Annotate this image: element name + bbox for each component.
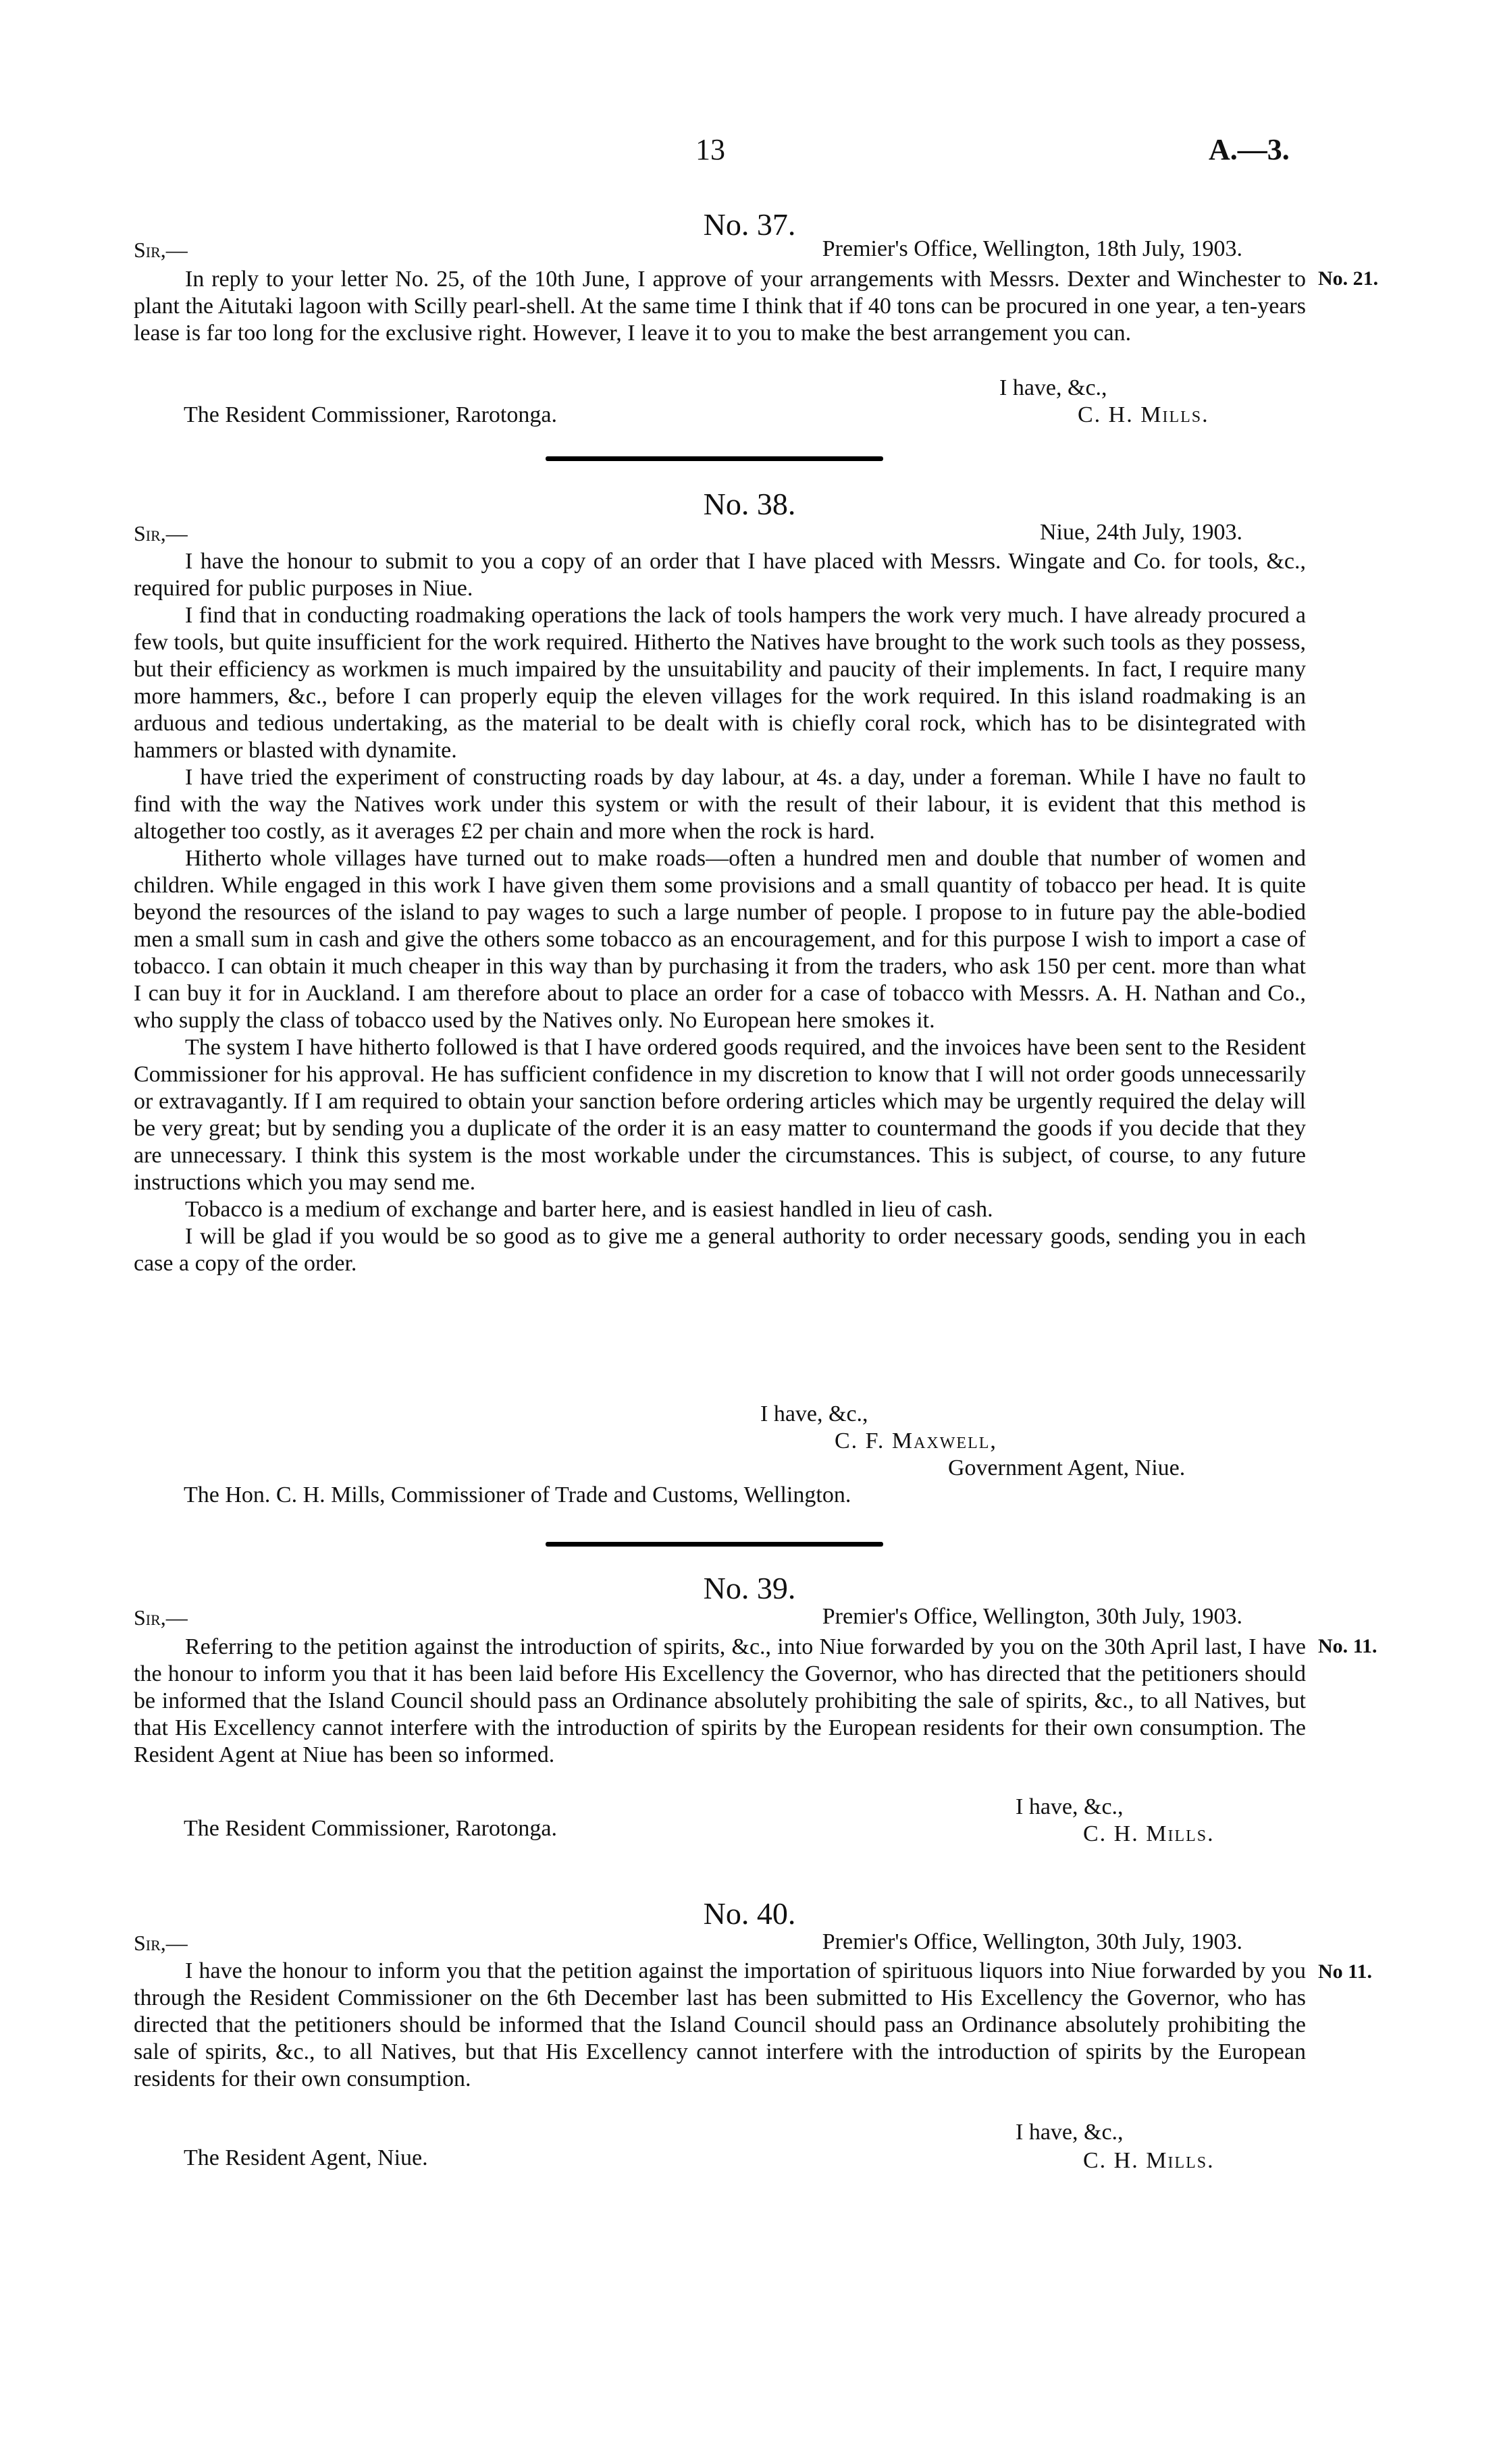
addressee: The Resident Commissioner, Rarotonga. <box>184 402 557 427</box>
salutation: Sir,— <box>134 238 188 262</box>
document-reference: A.—3. <box>1209 133 1290 166</box>
margin-reference: No. 21. <box>1318 267 1379 290</box>
section-divider <box>546 1542 883 1547</box>
paragraph: Referring to the petition against the introduction of spirits, &c., into Niue forwarded by you on the 30th April last, I have the honour to inform you that it has been laid before His Excellency the Governor, who has directed that the petitioners should be informed that the Island Council should pass an Ordinance absolutely prohibiting the sale of spirits, &c., to all Natives, but that His Excellency cannot interfere with the introduction of spirits by the European residents for their own consumption. The Resident Agent at Niue has been so informed. <box>134 1634 1306 1767</box>
addressee: The Resident Agent, Niue. <box>184 2145 428 2170</box>
signature: C. H. Mills. <box>1078 402 1209 427</box>
paragraph: In reply to your letter No. 25, of the 10th June, I approve of your arrangements with Messrs. Dexter and Winchester to plant the Aitutaki lagoon with Scilly pearl-shell. At the same time I think that if 40 tons can be procured in one year, a ten-years lease is far too long for the exclusive right. However, I leave it to you to make the best arrangement you can. <box>134 267 1306 346</box>
salutation: Sir,— <box>134 1605 188 1630</box>
closing: I have, &c., <box>760 1401 868 1426</box>
paragraph: I have the honour to inform you that the petition against the importation of spirituous liquors into Niue forwarded by you through the Resident Commissioner on the 6th December last has been submitted to His Excellency the Governor, who has directed that the petitioners should be informed that the Island Council should pass an Ordinance absolutely prohibiting the sale of spirits, &c., to all Natives, but that His Excellency cannot interfere with the introduction of spirits by the European residents for their own consumption. <box>134 1958 1306 2091</box>
signature: C. H. Mills. <box>1083 1821 1215 1846</box>
signature: C. F. Maxwell, <box>835 1428 997 1453</box>
paragraph: Tobacco is a medium of exchange and barter here, and is easiest handled in lieu of cash. <box>185 1197 993 1222</box>
paragraph: Hitherto whole villages have turned out to make roads—often a hundred men and double that number of women and children. While engaged in this work I have given them some provisions and a small quantity of tobacco per head. It is quite beyond the resources of the island to pay wages to such a large number of people. I propose to in future pay the able-bodied men a small sum in cash and give the others some tobacco as an encouragement, and for this purpose I wish to import a case of tobacco. I can obtain it much cheaper in this way than by purchasing it from the traders, who ask 150 per cent. more than what I can buy it for in Auckland. I am therefore about to place an order for a case of tobacco with Messrs. A. H. Nathan and Co., who supply the class of tobacco used by the Natives only. No European here smokes it. <box>134 846 1306 1033</box>
letter-number: No. 40. <box>703 1896 796 1931</box>
closing: I have, &c., <box>1016 2120 1124 2145</box>
letter-number: No. 38. <box>703 487 796 521</box>
dateline: Premier's Office, Wellington, 30th July, 1903. <box>822 1929 1242 1954</box>
salutation: Sir,— <box>134 1931 188 1955</box>
signature: C. H. Mills. <box>1083 2148 1215 2173</box>
letter-body <box>134 1634 1306 1769</box>
closing: I have, &c., <box>1016 1794 1124 1819</box>
letter-body <box>134 548 1306 1277</box>
page-number: 13 <box>695 133 725 166</box>
letter-number: No. 39. <box>703 1571 796 1605</box>
addressee: The Hon. C. H. Mills, Commissioner of Trade and Customs, Wellington. <box>184 1482 851 1507</box>
paragraph: The system I have hitherto followed is that I have ordered goods required, and the invoices have been sent to the Resident Commissioner for his approval. He has sufficient confidence in my discretion to know that I will not order goods unnecessarily or extravagantly. If I am required to obtain your sanction before ordering articles which may be urgently required the delay will be very great; but by sending you a duplicate of the order it is an easy matter to countermand the goods if you decide that they are unnecessary. I think this system is the most workable under the circumstances. This is subject, of course, to any future instructions which you may send me. <box>134 1035 1306 1195</box>
salutation: Sir,— <box>134 521 188 545</box>
closing: I have, &c., <box>999 375 1107 400</box>
addressee: The Resident Commissioner, Rarotonga. <box>184 1816 557 1841</box>
letter-body <box>134 1958 1306 2093</box>
paragraph: I have the honour to submit to you a copy of an order that I have placed with Messrs. Wingate and Co. for tools, &c., required for public purposes in Niue. <box>134 549 1306 601</box>
section-divider <box>546 456 883 461</box>
dateline: Premier's Office, Wellington, 18th July, 1903. <box>822 236 1242 261</box>
paragraph: I will be glad if you would be so good as to give me a general authority to order necessary goods, sending you in each case a copy of the order. <box>134 1224 1306 1276</box>
letter-body <box>134 266 1306 347</box>
paragraph: I find that in conducting roadmaking operations the lack of tools hampers the work very much. I have already procured a few tools, but quite insufficient for the work required. Hitherto the Natives have brought to the work such tools as they possess, but their efficiency as workmen is much impaired by the unsuitability and paucity of their implements. In fact, I require many more hammers, &c., before I can properly equip the eleven villages for the work required. In this island roadmaking is an arduous and tedious undertaking, as the material to be dealt with is chiefly coral rock, which has to be disintegrated with hammers or blasted with dynamite. <box>134 603 1306 763</box>
dateline: Premier's Office, Wellington, 30th July, 1903. <box>822 1604 1242 1629</box>
signature-title: Government Agent, Niue. <box>948 1455 1186 1480</box>
paragraph: I have tried the experiment of constructing roads by day labour, at 4s. a day, under a foreman. While I have no fault to find with the way the Natives work under this system or with the result of their labour, it is evident that this method is altogether too costly, as it averages £2 per chain and more when the rock is hard. <box>134 765 1306 844</box>
dateline: Niue, 24th July, 1903. <box>1039 520 1242 545</box>
letter-number: No. 37. <box>703 207 796 242</box>
margin-reference: No. 11. <box>1318 1635 1377 1657</box>
margin-reference: No 11. <box>1318 1960 1373 1983</box>
